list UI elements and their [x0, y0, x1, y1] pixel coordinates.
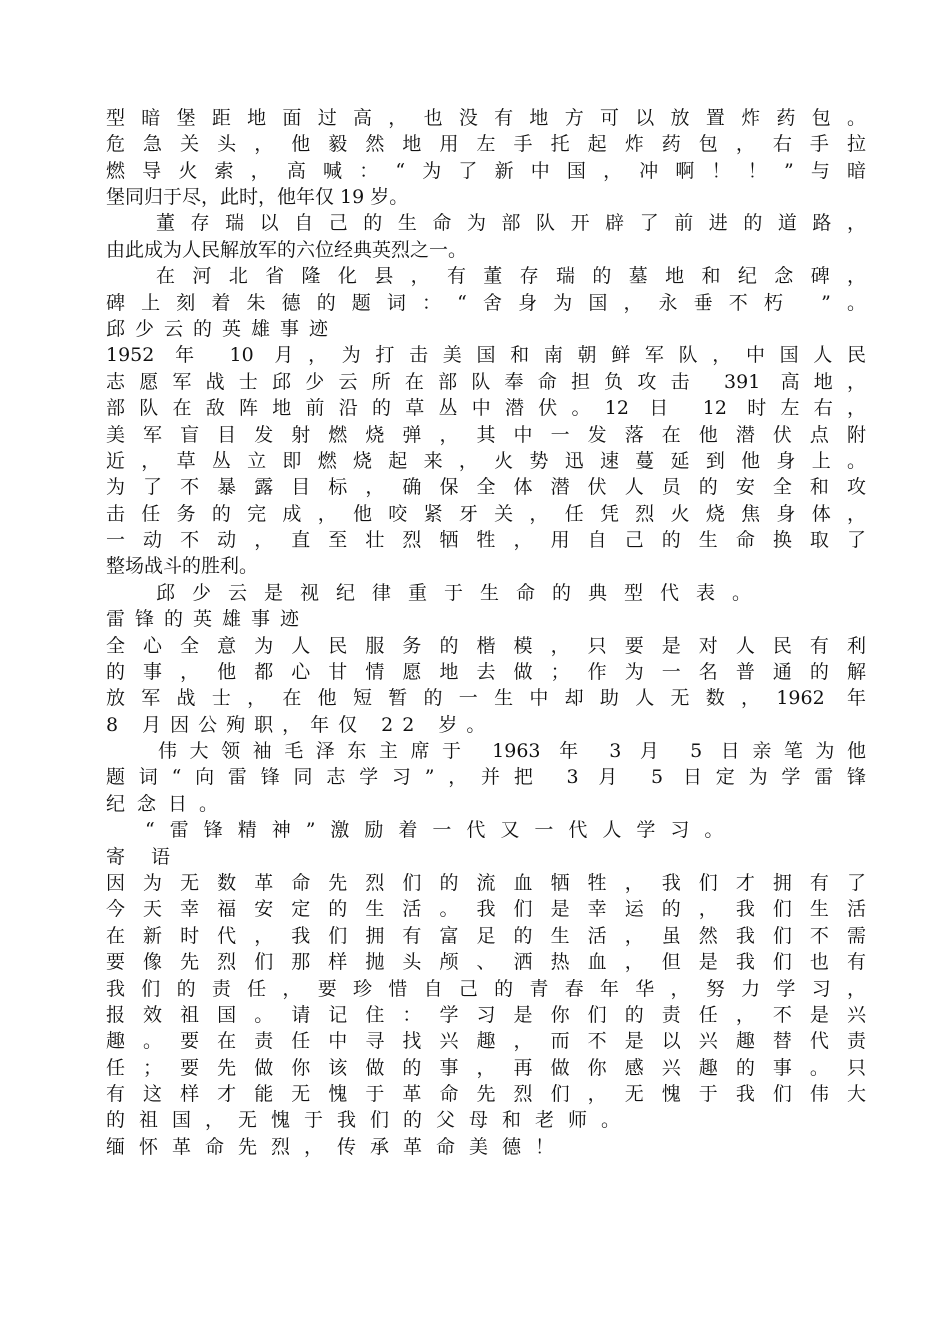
text-line: 有这样才能无愧于革命先烈们，无愧于我们伟大 — [106, 1083, 866, 1105]
text-line: 我们的责任，要珍惜自己的青春年华，努力学习， — [106, 978, 866, 1000]
text-line: 为了不暴露目标，确保全体潜伏人员的安全和攻 — [106, 476, 866, 498]
text-line: 在河北省隆化县，有董存瑞的墓地和纪念碑， — [156, 265, 866, 287]
text-line: 因为无数革命先烈们的流血牺牲，我们才拥有了 — [106, 872, 866, 894]
text-line: 报效祖国。请记住：学习是你们的责任，不是兴 — [106, 1004, 866, 1026]
text-line: 击任务的完成，他咬紧牙关，任凭烈火烧焦身体， — [106, 503, 866, 525]
text-line: 今天幸福安定的生活。我们是幸运的，我们生活 — [106, 898, 866, 920]
text-line: 美军盲目发射燃烧弹，其中一发落在他潜伏点附 — [106, 424, 866, 446]
text-line: 型暗堡距地面过高，也没有地方可以放置炸药包。 — [106, 107, 866, 129]
text-line: 题词“向雷锋同志学习”，并把 3 月 5 日定为学雷锋 — [106, 766, 866, 788]
text-line: 一动不动，直至壮烈牺牲，用自己的生命换取了 — [106, 529, 866, 551]
text-line: 燃导火索，高喊：“为了新中国，冲啊！！”与暗 — [106, 160, 866, 182]
text-line: 的祖国，无愧于我们的父母和老师。 — [106, 1109, 635, 1131]
text-line: “雷锋精神”激励着一代又一代人学习。 — [145, 819, 739, 841]
text-line: 8 月因公殉职，年仅 22 岁。 — [106, 714, 495, 736]
text-line: 堡同归于尽，此时，他年仅 19 岁。 — [106, 186, 409, 208]
text-line: 整场战斗的胜利。 — [106, 555, 259, 577]
text-line: 1952 年 10 月，为打击美国和南朝鲜军队，中国人民 — [106, 344, 866, 366]
text-line: 纪念日。 — [106, 793, 231, 815]
text-line: 任；要先做你该做的事，再做你感兴趣的事。只 — [106, 1057, 866, 1079]
text-line: 的事，他都心甘情愿地去做；作为一名普通的解 — [106, 661, 866, 683]
text-line: 董存瑞以自己的生命为部队开辟了前进的道路， — [156, 212, 866, 234]
text-line: 趣。要在责任中寻找兴趣，而不是以兴趣替代责 — [106, 1030, 866, 1052]
text-line: 放军战士，在他短暂的一生中却助人无数，1962 年 — [106, 687, 866, 709]
text-line: 在新时代，我们拥有富足的生活，虽然我们不需 — [106, 925, 866, 947]
text-line: 全心全意为人民服务的楷模，只要是对人民有利 — [106, 635, 866, 657]
section-heading: 寄 语 — [106, 846, 181, 868]
text-line: 伟大领袖毛泽东主席于 1963 年 3 月 5 日亲笔为他 — [158, 740, 866, 762]
text-line: 要像先烈们那样抛头颅、洒热血，但是我们也有 — [106, 951, 866, 973]
text-line: 志愿军战士邱少云所在部队奉命担负攻击 391 高地， — [106, 371, 866, 393]
closing-line: 缅怀革命先烈，传承革命美德！ — [106, 1136, 569, 1158]
text-line: 碑上刻着朱德的题词：“舍身为国，永垂不朽 ”。 — [106, 292, 866, 314]
text-line: 危急关头，他毅然地用左手托起炸药包，右手拉 — [106, 133, 866, 155]
text-line: 部队在敌阵地前沿的草丛中潜伏。12 日 12 时左右， — [106, 397, 866, 419]
text-line: 由此成为人民解放军的六位经典英烈之一。 — [106, 239, 468, 261]
text-line: 近，草丛立即燃烧起来，火势迅速蔓延到他身上。 — [106, 450, 866, 472]
section-heading: 邱少云的英雄事迹 — [106, 318, 339, 340]
section-heading: 雷锋的英雄事迹 — [106, 608, 310, 630]
text-line: 邱少云是视纪律重于生命的典型代表。 — [156, 582, 769, 604]
